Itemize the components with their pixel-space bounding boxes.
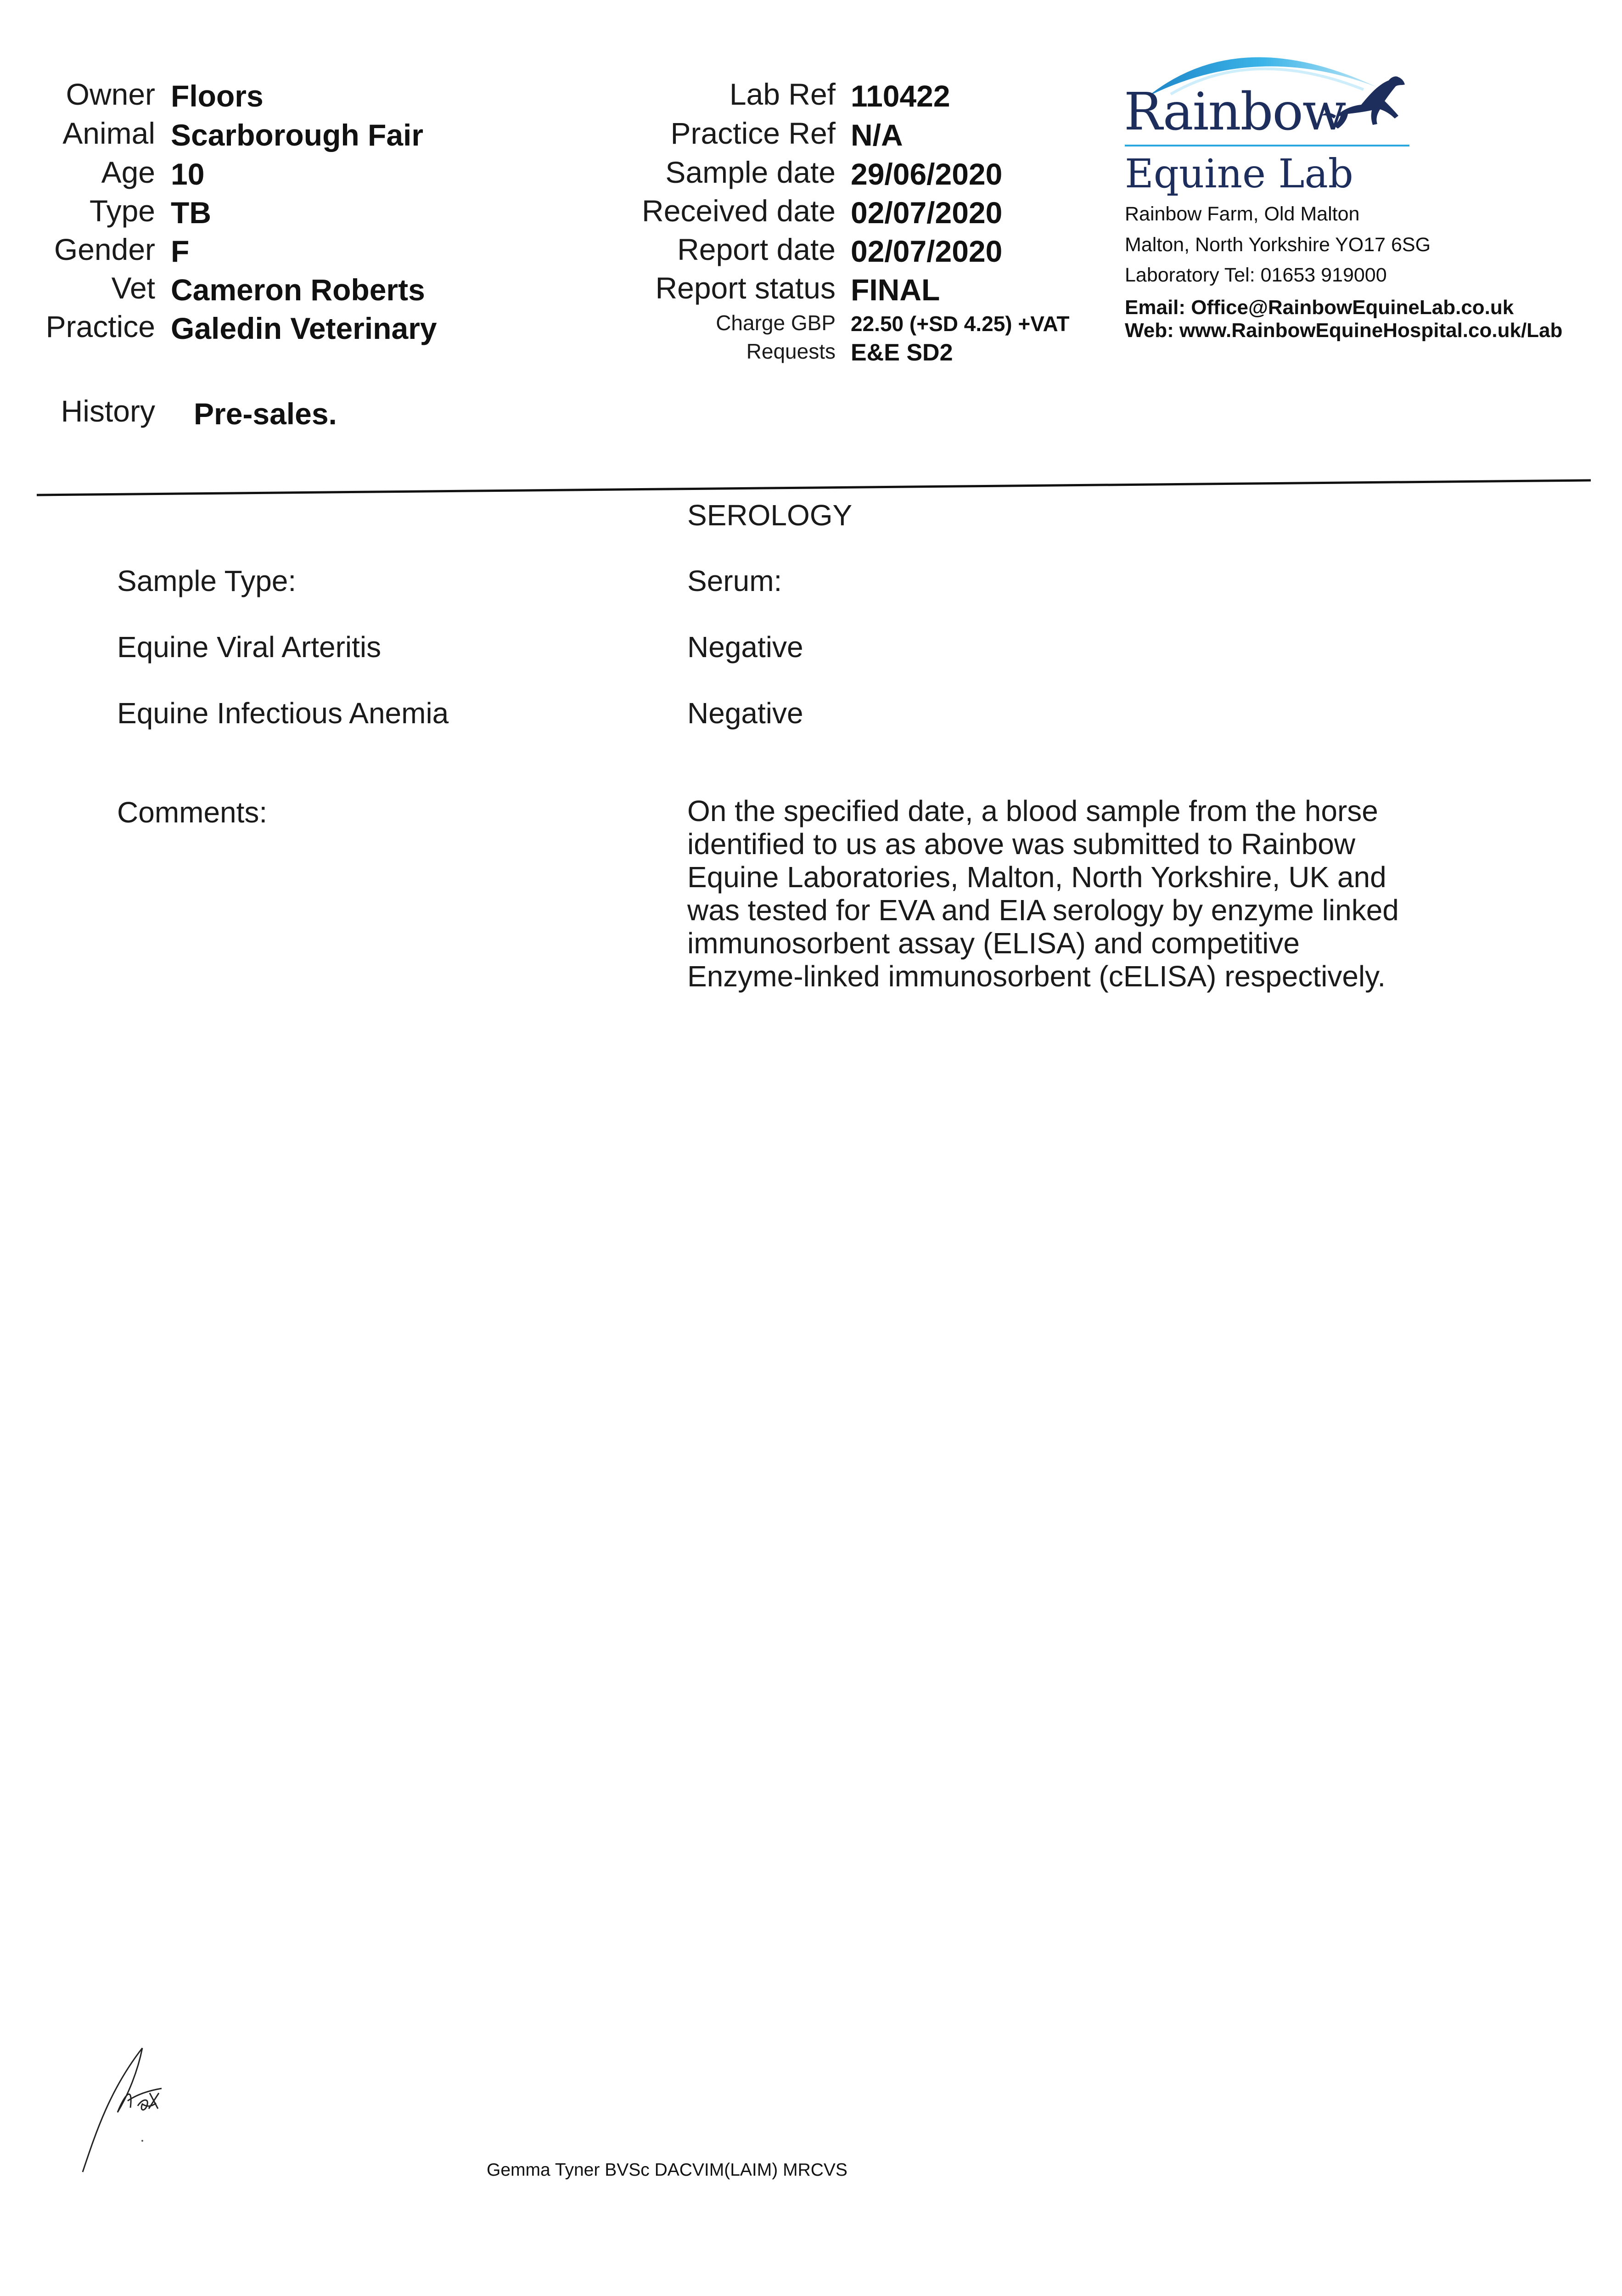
comment-line: was tested for EVA and EIA serology by enzyme linked bbox=[687, 894, 1399, 927]
received-date-value: 02/07/2020 bbox=[851, 196, 1003, 230]
eia-label: Equine Infectious Anemia bbox=[117, 697, 449, 730]
sample-type-label: Sample Type: bbox=[117, 564, 297, 597]
section-title: SEROLOGY bbox=[687, 499, 853, 532]
comment-line: On the specified date, a blood sample from the horse bbox=[687, 794, 1378, 827]
report-status-label: Report status bbox=[655, 271, 836, 305]
header-divider bbox=[0, 473, 1622, 501]
report-date-value: 02/07/2020 bbox=[851, 234, 1003, 268]
gender-label: Gender bbox=[54, 232, 155, 266]
eva-result: Negative bbox=[687, 630, 803, 664]
type-value: TB bbox=[171, 196, 211, 230]
sample-type-value: Serum: bbox=[687, 564, 782, 597]
report-status-value: FINAL bbox=[851, 273, 940, 307]
owner-label: Owner bbox=[66, 77, 155, 111]
animal-label: Animal bbox=[62, 116, 155, 150]
practice-label: Practice bbox=[45, 310, 155, 343]
lab-address-line1: Rainbow Farm, Old Malton bbox=[1125, 203, 1360, 225]
charge-value: 22.50 (+SD 4.25) +VAT bbox=[851, 312, 1070, 336]
history-label: History bbox=[61, 394, 155, 428]
comment-line: identified to us as above was submitted to Rainbow bbox=[687, 827, 1356, 861]
signatory-name: Gemma Tyner BVSc DACVIM(LAIM) MRCVS bbox=[487, 2160, 847, 2180]
vet-value: Cameron Roberts bbox=[171, 273, 425, 307]
requests-label: Requests bbox=[746, 339, 836, 363]
charge-label: Charge GBP bbox=[716, 311, 836, 335]
age-label: Age bbox=[101, 155, 155, 189]
logo-wordmark: Rainbow bbox=[1124, 82, 1346, 142]
eia-result: Negative bbox=[687, 697, 803, 730]
age-value: 10 bbox=[171, 157, 205, 191]
comment-line: Equine Laboratories, Malton, North Yorkshire, UK and bbox=[687, 861, 1386, 894]
owner-value: Floors bbox=[171, 79, 264, 113]
comments-text bbox=[687, 794, 1399, 993]
lab-website: Web: www.RainbowEquineHospital.co.uk/Lab bbox=[1125, 319, 1563, 342]
animal-value: Scarborough Fair bbox=[171, 118, 424, 152]
logo-subtitle: Equine Lab bbox=[1125, 151, 1353, 197]
vet-label: Vet bbox=[111, 271, 155, 305]
signature-image bbox=[73, 2039, 184, 2177]
eva-label: Equine Viral Arteritis bbox=[117, 630, 382, 664]
comments-label: Comments: bbox=[117, 796, 268, 829]
lab-ref-value: 110422 bbox=[851, 79, 950, 113]
lab-address-line2: Malton, North Yorkshire YO17 6SG bbox=[1125, 234, 1431, 256]
comment-line: immunosorbent assay (ELISA) and competitive bbox=[687, 927, 1300, 960]
lab-telephone: Laboratory Tel: 01653 919000 bbox=[1125, 264, 1387, 286]
comment-line: Enzyme-linked immunosorbent (cELISA) respectively. bbox=[687, 960, 1386, 993]
lab-ref-label: Lab Ref bbox=[729, 77, 836, 111]
practice-ref-label: Practice Ref bbox=[670, 116, 836, 150]
gender-value: F bbox=[171, 234, 190, 268]
practice-ref-value: N/A bbox=[851, 118, 903, 152]
lab-email: Email: Office@RainbowEquineLab.co.uk bbox=[1125, 296, 1514, 319]
type-label: Type bbox=[89, 194, 155, 228]
sample-date-label: Sample date bbox=[665, 155, 836, 189]
history-value: Pre-sales. bbox=[194, 397, 337, 431]
received-date-label: Received date bbox=[642, 194, 836, 228]
practice-value: Galedin Veterinary bbox=[171, 311, 437, 345]
sample-date-value: 29/06/2020 bbox=[851, 157, 1003, 191]
requests-value: E&E SD2 bbox=[851, 339, 953, 366]
report-date-label: Report date bbox=[677, 232, 836, 266]
